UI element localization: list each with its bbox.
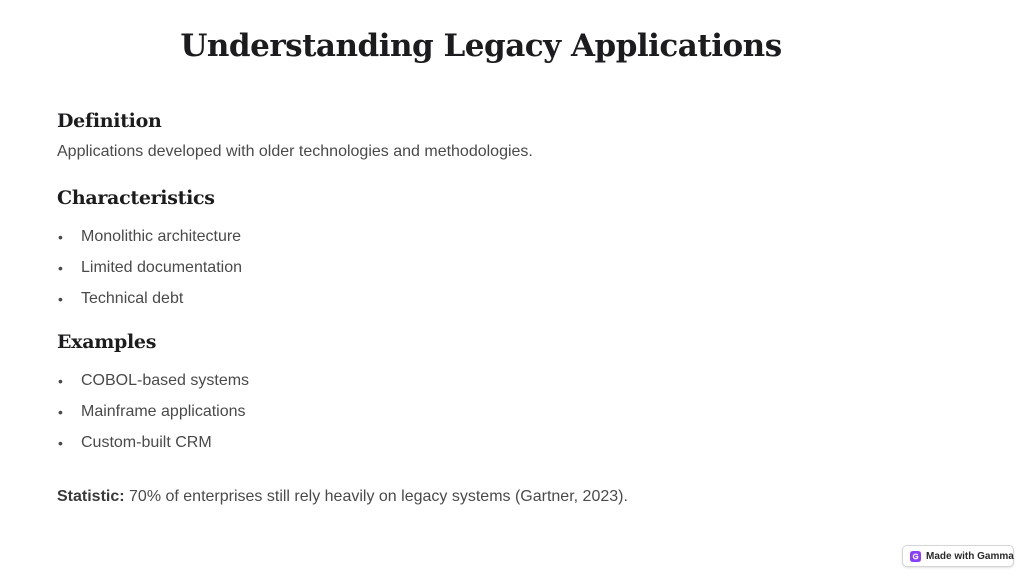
definition-heading: Definition	[57, 110, 162, 132]
bullet-icon: •	[58, 291, 63, 307]
badge-label: Made with Gamma	[926, 550, 1014, 562]
made-with-gamma-badge[interactable]	[902, 545, 1014, 567]
bullet-icon: •	[58, 229, 63, 245]
example-item: COBOL-based systems	[81, 372, 250, 389]
statistic-line	[57, 487, 628, 507]
examples-heading: Examples	[57, 331, 157, 353]
bullet-icon: •	[58, 404, 63, 420]
example-item: Mainframe applications	[81, 403, 246, 420]
example-item: Custom-built CRM	[81, 434, 212, 451]
characteristic-item: Limited documentation	[81, 259, 242, 276]
statistic-label: Statistic:	[57, 488, 125, 505]
characteristic-item: Monolithic architecture	[81, 228, 242, 245]
characteristics-heading: Characteristics	[57, 187, 215, 209]
characteristic-item: Technical debt	[81, 290, 184, 307]
definition-text: Applications developed with older technologies and methodologies.	[57, 143, 533, 160]
slide-title: Understanding Legacy Applications	[180, 28, 782, 64]
bullet-icon: •	[58, 260, 63, 276]
bullet-icon: •	[58, 373, 63, 389]
statistic-text: 70% of enterprises still rely heavily on legacy systems (Gartner, 2023).	[124, 488, 628, 505]
gamma-logo-icon	[910, 551, 921, 562]
bullet-icon: •	[58, 435, 63, 451]
